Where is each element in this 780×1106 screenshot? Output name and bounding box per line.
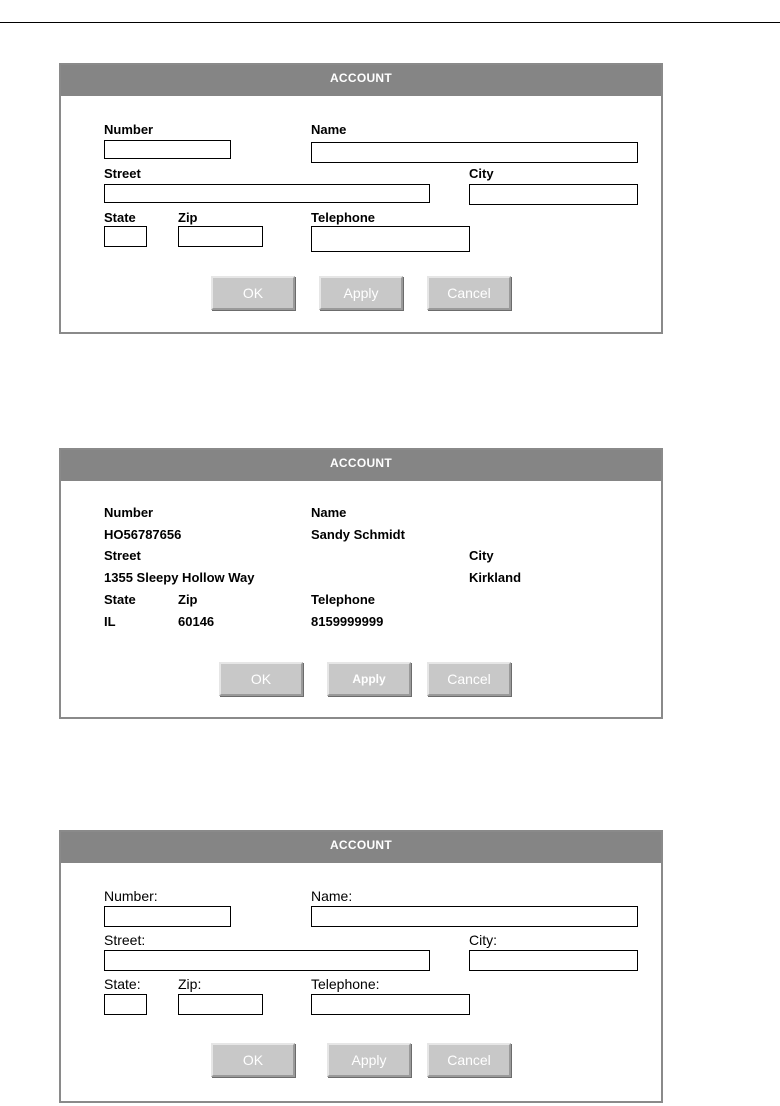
telephone-label: Telephone xyxy=(311,210,376,225)
telephone-input[interactable] xyxy=(311,994,470,1015)
ok-button[interactable]: OK xyxy=(211,276,295,310)
cancel-button[interactable]: Cancel xyxy=(427,276,511,310)
name-value: Sandy Schmidt xyxy=(311,527,405,542)
street-label: Street xyxy=(104,166,141,181)
account-dialog-empty xyxy=(59,63,663,334)
cancel-button[interactable]: Cancel xyxy=(427,662,511,696)
state-value: IL xyxy=(104,614,116,629)
ok-button[interactable]: OK xyxy=(219,662,303,696)
state-label: State: xyxy=(104,976,141,992)
telephone-label: Telephone: xyxy=(311,976,380,992)
name-label: Name xyxy=(311,122,347,137)
account-dialog-filled xyxy=(59,448,663,719)
zip-input[interactable] xyxy=(178,994,263,1015)
cancel-button[interactable]: Cancel xyxy=(427,1043,511,1077)
street-label: Street: xyxy=(104,932,146,948)
dialog-title: ACCOUNT xyxy=(61,450,661,481)
name-label: Name: xyxy=(311,888,353,904)
ok-button[interactable]: OK xyxy=(211,1043,295,1077)
city-label: City xyxy=(469,166,494,181)
page-top-rule xyxy=(0,22,780,23)
state-label: State xyxy=(104,592,136,607)
apply-button[interactable]: Apply xyxy=(327,662,411,696)
account-dialog-colon-labels xyxy=(59,830,663,1103)
dialog-title: ACCOUNT xyxy=(61,65,661,96)
street-input[interactable] xyxy=(104,184,430,203)
zip-label: Zip xyxy=(178,592,198,607)
apply-button[interactable]: Apply xyxy=(327,1043,411,1077)
apply-button[interactable]: Apply xyxy=(319,276,403,310)
city-input[interactable] xyxy=(469,950,638,971)
number-label: Number xyxy=(104,505,154,520)
zip-label: Zip: xyxy=(178,976,202,992)
city-label: City: xyxy=(469,932,497,948)
number-input[interactable] xyxy=(104,140,231,159)
number-label: Number xyxy=(104,122,154,137)
dialog-title: ACCOUNT xyxy=(61,832,661,863)
zip-value: 60146 xyxy=(178,614,215,629)
zip-input[interactable] xyxy=(178,226,263,247)
number-value: HO56787656 xyxy=(104,527,182,542)
state-label: State xyxy=(104,210,136,225)
name-input[interactable] xyxy=(311,142,638,163)
city-value: Kirkland xyxy=(469,570,522,585)
telephone-label: Telephone xyxy=(311,592,376,607)
city-input[interactable] xyxy=(469,184,638,205)
name-input[interactable] xyxy=(311,906,638,927)
number-label: Number: xyxy=(104,888,158,904)
city-label: City xyxy=(469,548,494,563)
number-input[interactable] xyxy=(104,906,231,927)
name-label: Name xyxy=(311,505,347,520)
street-input[interactable] xyxy=(104,950,430,971)
state-input[interactable] xyxy=(104,994,147,1015)
street-label: Street xyxy=(104,548,141,563)
zip-label: Zip xyxy=(178,210,198,225)
telephone-input[interactable] xyxy=(311,226,470,252)
street-value: 1355 Sleepy Hollow Way xyxy=(104,570,255,585)
telephone-value: 8159999999 xyxy=(311,614,384,629)
state-input[interactable] xyxy=(104,226,147,247)
